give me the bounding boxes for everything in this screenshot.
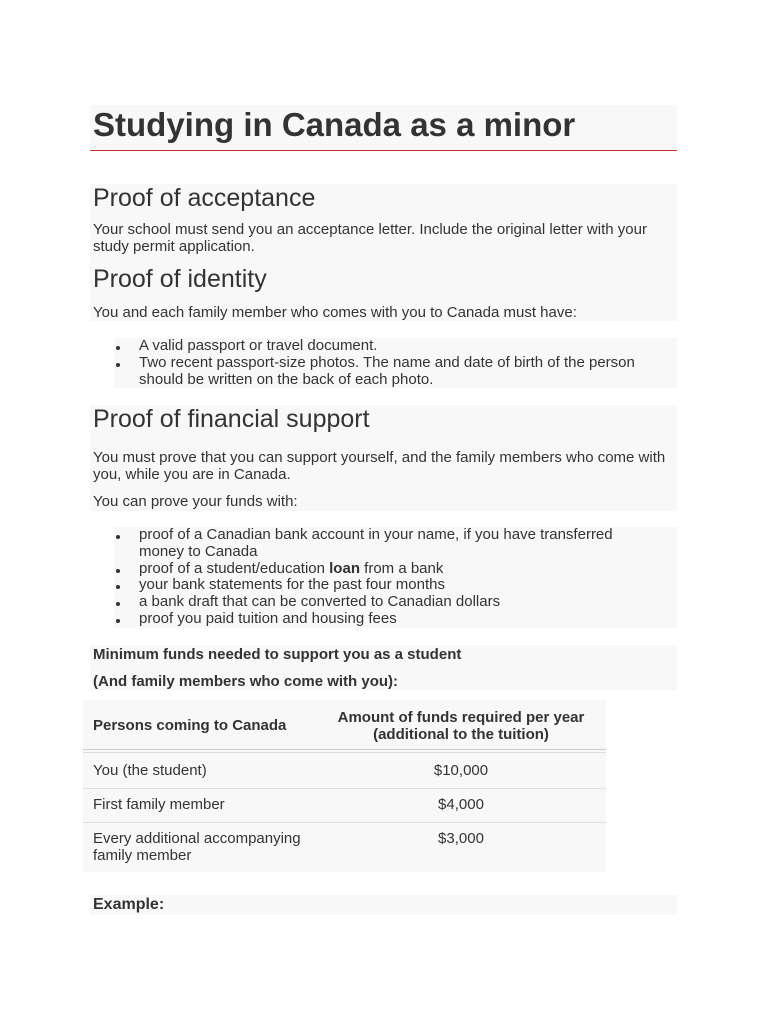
minimum-funds-block — [90, 645, 677, 690]
table-cell-amount: $4,000 — [438, 796, 484, 813]
list-item: Two recent passport-size photos. The name and date of birth of the person should be written on the back of each photo. — [114, 355, 674, 389]
table-header-divider — [83, 749, 606, 750]
list-item — [114, 561, 634, 578]
list-item-text: proof of a student/education — [139, 559, 330, 577]
example-block — [90, 895, 677, 915]
list-item: a bank draft that can be converted to Canadian dollars — [114, 594, 634, 611]
table-header-amount: Amount of funds required per year (additional to the tuition) — [337, 709, 585, 743]
financial-list — [114, 527, 634, 628]
table-row-divider — [83, 788, 606, 789]
table-cell-person: First family member — [93, 796, 225, 813]
financial-section — [90, 405, 677, 511]
financial-heading: Proof of financial support — [93, 405, 370, 433]
list-item: proof you paid tuition and housing fees — [114, 611, 634, 628]
list-item-text: from a bank — [359, 559, 444, 577]
table-header-persons: Persons coming to Canada — [93, 717, 287, 734]
table-header-divider — [83, 752, 606, 753]
example-label: Example: — [93, 896, 165, 913]
table-cell-amount: $3,000 — [438, 830, 484, 847]
minimum-funds-line-1: Minimum funds needed to support you as a student — [93, 646, 462, 663]
acceptance-heading: Proof of acceptance — [93, 184, 316, 212]
financial-list-block — [114, 527, 677, 628]
acceptance-identity-section — [90, 184, 677, 321]
list-item: A valid passport or travel document. — [114, 338, 674, 355]
list-item: proof of a Canadian bank account in your name, if you have transferred money to Canada — [114, 527, 634, 561]
table-cell-person: You (the student) — [93, 762, 207, 779]
identity-heading: Proof of identity — [93, 265, 267, 293]
loan-emphasis: loan — [329, 559, 360, 577]
table-row-divider — [83, 822, 606, 823]
financial-text-2: You can prove your funds with: — [93, 493, 298, 510]
identity-list-block — [114, 338, 677, 388]
list-item: your bank statements for the past four months — [114, 577, 634, 594]
acceptance-text: Your school must send you an acceptance letter. Include the original letter with your study permit application. — [93, 221, 647, 255]
page-title-block — [90, 105, 677, 151]
page-title: Studying in Canada as a minor — [93, 106, 576, 143]
identity-text: You and each family member who comes with you to Canada must have: — [93, 304, 577, 321]
minimum-funds-line-2: (And family members who come with you): — [93, 673, 399, 690]
funds-table — [83, 700, 606, 872]
table-cell-person: Every additional accompanying family member — [93, 830, 301, 864]
financial-text-1: You must prove that you can support yourself, and the family members who come with you, while you are in Canada. — [93, 449, 666, 483]
table-cell-amount: $10,000 — [433, 762, 489, 779]
identity-list — [114, 338, 674, 388]
